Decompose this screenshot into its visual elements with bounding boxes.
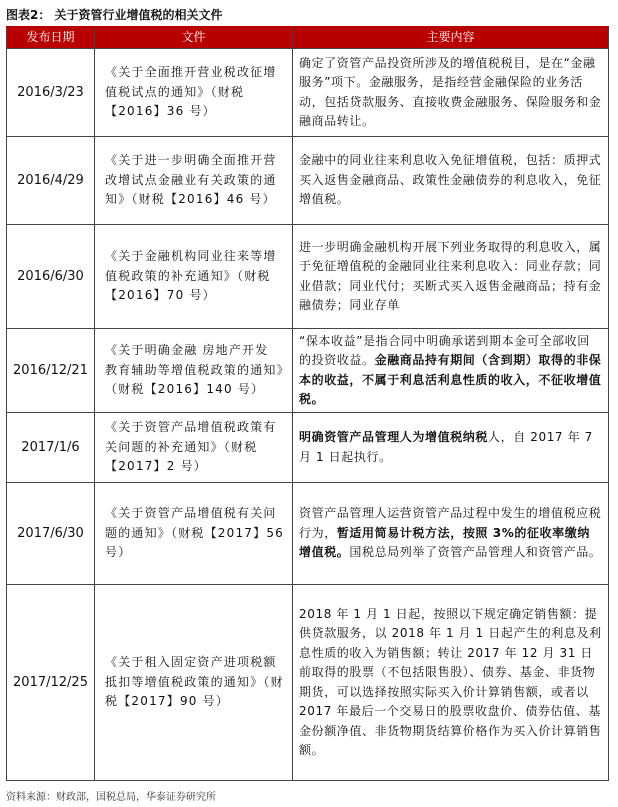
row-file: 《关于金融机构同业往来等增值税政策的补充通知》（财税【2016】70 号） [95, 225, 293, 329]
row-file: 《关于租入固定资产进项税额抵扣等增值税政策的通知》（财税【2017】90 号） [95, 585, 293, 781]
content-segment-bold: 金融商品持有期间（含到期）取得的非保本的收益，不属于利息活利息性质的收入，不征收增值税。 [299, 353, 602, 406]
row-file: 《关于全面推开营业税改征增值税试点的通知》（财税【2016】36 号） [95, 49, 293, 137]
content-segment-bold: 暂适用简易计税方法，按照 3%的征收率缴纳增值税。 [299, 525, 590, 560]
table-row [7, 329, 609, 413]
row-file: 《关于资管产品增值税政策有关问题的补充通知》（财税【2017】2 号） [95, 413, 293, 483]
table-header-row [7, 27, 609, 49]
row-content [293, 225, 609, 329]
row-date: 2017/6/30 [7, 483, 95, 585]
row-date: 2016/12/21 [7, 329, 95, 413]
row-file: 《关于明确金融 房地产开发 教育辅助等增值税政策的通知》（财税【2016】140 号） [95, 329, 293, 413]
row-date: 2016/6/30 [7, 225, 95, 329]
content-segment: 确定了资管产品投资所涉及的增值税税目，是在“金融服务”项下。金融服务，是指经营金融保险的业务活动，包括贷款服务、直接收费金融服务、保险服务和金融商品转让。 [299, 55, 602, 128]
row-content [293, 329, 609, 413]
figure-caption: 图表2： 关于资管行业增值税的相关文件 [6, 8, 223, 22]
content-segment: 2018 年 1 月 1 日起，按照以下规定确定销售额：提供贷款服务，以 2018 年 1 月 1 日起产生的利息及利息性质的收入为销售额；转让 2017 年 12 月 31 日前取得的股票（不包括限售股）、债券、基金、非货物期货，可以选择按照实际买入价计算销售额，或者以 2017 年最后一个交易日的股票收盘价、债券估值、基金份额净值、非货物期货结算价格作为买入价计算销售额。 [299, 606, 602, 757]
header-file: 文件 [95, 27, 293, 49]
header-content: 主要内容 [293, 27, 609, 49]
table-row [7, 585, 609, 781]
row-content [293, 49, 609, 137]
table-row [7, 483, 609, 585]
table-row [7, 225, 609, 329]
content-segment: 人，自 2017 年 7 月 1 日起执行。 [299, 430, 593, 464]
row-date: 2016/3/23 [7, 49, 95, 137]
row-date: 2017/12/25 [7, 585, 95, 781]
row-file: 《关于资管产品增值税有关问题的通知》（财税【2017】56 号） [95, 483, 293, 585]
row-content [293, 585, 609, 781]
content-segment: 进一步明确金融机构开展下列业务取得的利息收入，属于免征增值税的金融同业往来利息收入：同业存款；同业借款；同业代付；买断式买入返售金融商品；持有金融债券；同业存单 [299, 239, 602, 312]
row-file: 《关于进一步明确全面推开营改增试点金融业有关政策的通知》（财税【2016】46 号） [95, 137, 293, 225]
content-segment: 资管产品管理人运营资管产品过程中发生的增值税应税行为， [299, 506, 602, 540]
table-row [7, 137, 609, 225]
row-content [293, 137, 609, 225]
content-segment: “保本收益”是指合同中明确承诺到期本金可全部收回的投资收益。 [299, 333, 590, 367]
policy-table [6, 26, 609, 781]
content-segment: 金融中的同业往来利息收入免征增值税，包括：质押式买入返售金融商品、政策性金融债券的利息收入，免征增值税。 [299, 153, 602, 207]
table-row [7, 49, 609, 137]
row-content [293, 483, 609, 585]
content-segment: 国税总局列举了资管产品管理人和资管产品。 [349, 545, 602, 560]
row-content [293, 413, 609, 483]
row-date: 2017/1/6 [7, 413, 95, 483]
content-segment-bold: 明确资管产品管理人为增值税纳税 [299, 430, 489, 444]
table-row [7, 413, 609, 483]
source-note: 资料来源：财政部，国税总局，华泰证券研究所 [6, 792, 216, 803]
row-date: 2016/4/29 [7, 137, 95, 225]
header-date: 发布日期 [7, 27, 95, 49]
